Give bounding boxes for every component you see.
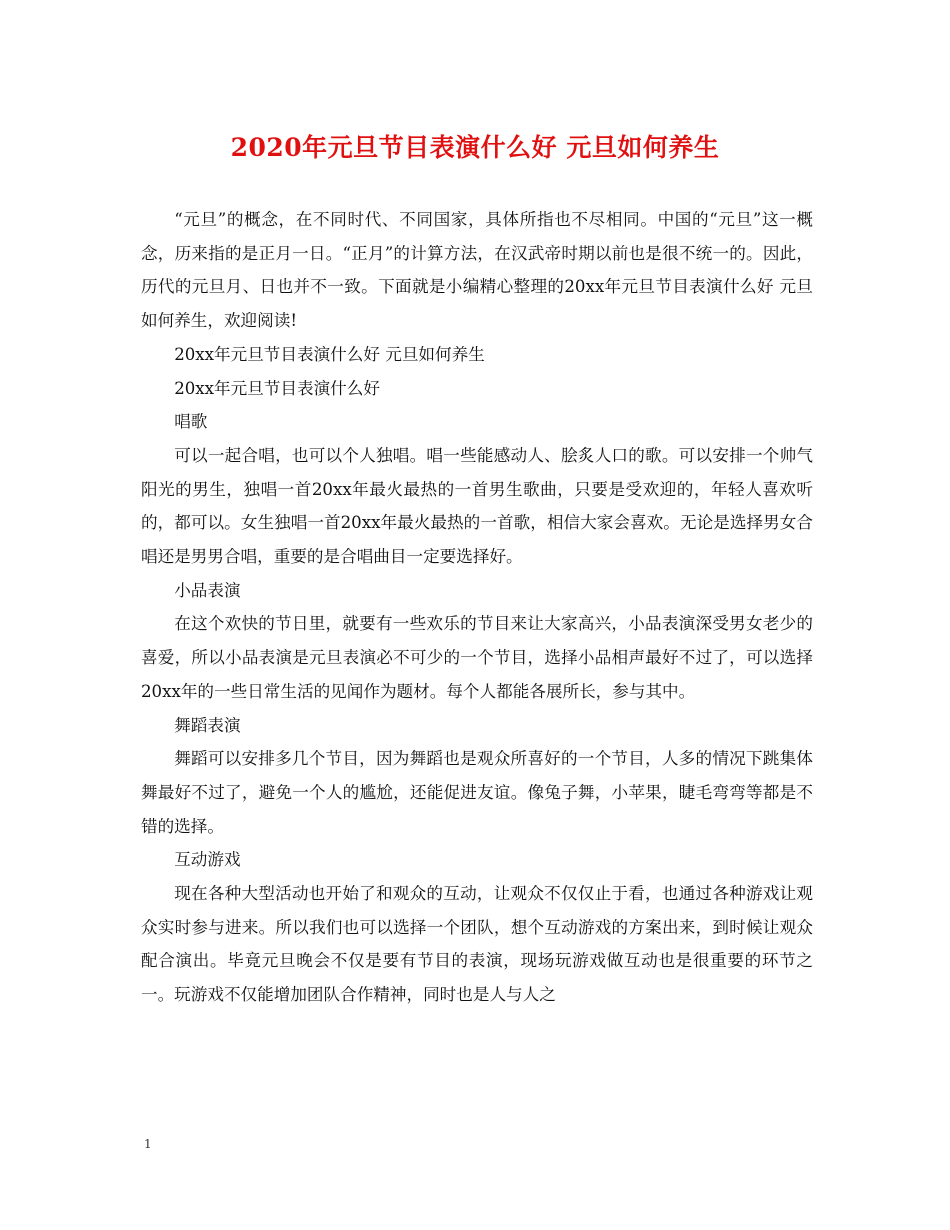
section-heading: 唱歌 bbox=[174, 412, 208, 432]
section-paragraph: 在这个欢快的节日里，就要有一些欢乐的节目来让大家高兴，小品表演深受男女老少的喜爱，所以小品表演是元旦表演必不可少的一个节目，选择小品相声最好不过了，可以选择20xx年的一些日常生活的见闻作为题材。每个人都能各展所长，参与其中。 bbox=[141, 614, 813, 701]
document-title: 2020年元旦节目表演什么好 元旦如何养生 bbox=[230, 133, 720, 162]
section-paragraph: 舞蹈可以安排多几个节目，因为舞蹈也是观众所喜好的一个节目，人多的情况下跳集体舞最好不过了，避免一个人的尴尬，还能促进友谊。像兔子舞，小苹果，睫毛弯弯等都是不错的选择。 bbox=[141, 749, 813, 836]
document-body bbox=[141, 203, 813, 1012]
section-heading: 小品表演 bbox=[174, 580, 241, 600]
subtitle-line: 20xx年元旦节目表演什么好 bbox=[174, 378, 380, 398]
section-paragraph: 可以一起合唱，也可以个人独唱。唱一些能感动人、脍炙人口的歌。可以安排一个帅气阳光的男生，独唱一首20xx年最火最热的一首男生歌曲，只要是受欢迎的，年轻人喜欢听的，都可以。女生独唱一首20xx年最火最热的一首歌，相信大家会喜欢。无论是选择男女合唱还是男男合唱，重要的是合唱曲目一定要选择好。 bbox=[141, 445, 813, 567]
subtitle-line: 20xx年元旦节目表演什么好 元旦如何养生 bbox=[174, 344, 485, 364]
intro-paragraph: “元旦”的概念，在不同时代、不同国家，具体所指也不尽相同。中国的“元旦”这一概念，历来指的是正月一日。“正月”的计算方法，在汉武帝时期以前也是很不统一的。因此，历代的元旦月、日也并不一致。下面就是小编精心整理的20xx年元旦节目表演什么好 元旦如何养生，欢迎阅读! bbox=[141, 210, 813, 331]
section-paragraph: 现在各种大型活动也开始了和观众的互动，让观众不仅仅止于看，也通过各种游戏让观众实时参与进来。所以我们也可以选择一个团队，想个互动游戏的方案出来，到时候让观众配合演出。毕竟元旦晚会不仅是要有节目的表演，现场玩游戏做互动也是很重要的环节之一。玩游戏不仅能增加团队合作精神，同时也是人与人之 bbox=[141, 884, 813, 1005]
section-heading: 互动游戏 bbox=[174, 850, 241, 870]
page-number: 1 bbox=[144, 1137, 152, 1151]
section-heading: 舞蹈表演 bbox=[174, 715, 241, 735]
